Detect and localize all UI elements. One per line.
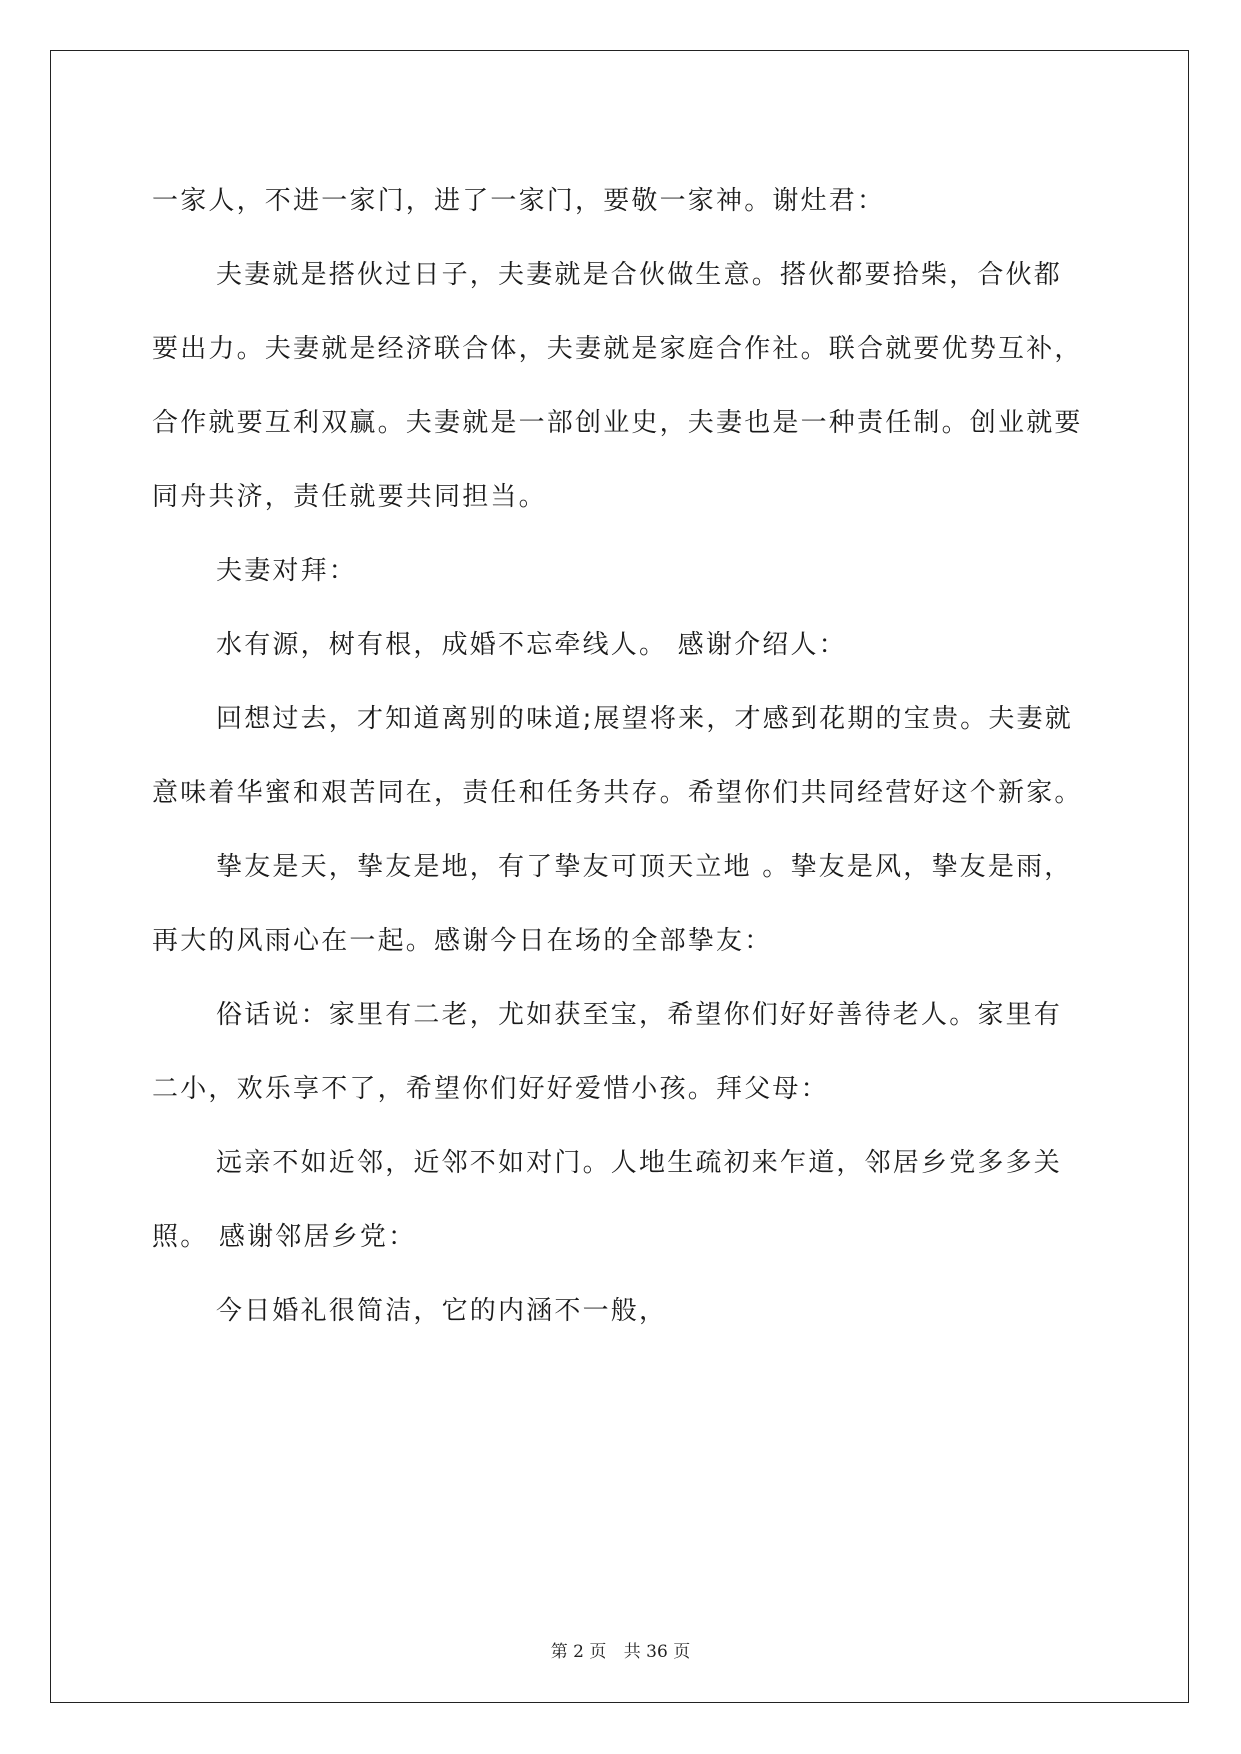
paragraph-4: 水有源，树有根，成婚不忘牵线人。 感谢介绍人： [216, 630, 847, 660]
paragraph-1: 一家人，不进一家门，进了一家门，要敬一家神。谢灶君： [152, 186, 886, 216]
page-footer [0, 1637, 1241, 1662]
page-number: 第 2 页 [550, 1642, 607, 1662]
document-body [152, 164, 1089, 1348]
paragraph-8: 远亲不如近邻，近邻不如对门。人地生疏初来乍道，邻居乡党多多关照。 感谢邻居乡党： [152, 1148, 1063, 1252]
paragraph-7: 俗话说：家里有二老，尤如获至宝，希望你们好好善待老人。家里有二小，欢乐享不了，希望你们好好爱惜小孩。拜父母： [152, 1000, 1063, 1104]
paragraph-6: 挚友是天，挚友是地，有了挚友可顶天立地 。挚友是风，挚友是雨，再大的风雨心在一起。感谢今日在场的全部挚友： [152, 852, 1073, 956]
paragraph-3: 夫妻对拜： [216, 556, 358, 586]
total-pages: 共 36 页 [623, 1642, 691, 1662]
paragraph-2: 夫妻就是搭伙过日子，夫妻就是合伙做生意。搭伙都要拾柴，合伙都要出力。夫妻就是经济联合体，夫妻就是家庭合作社。联合就要优势互补，合作就要互利双赢。夫妻就是一部创业史，夫妻也是一种责任制。创业就要同舟共济，责任就要共同担当。 [152, 260, 1083, 512]
paragraph-9: 今日婚礼很简洁，它的内涵不一般， [216, 1296, 668, 1326]
paragraph-5: 回想过去，才知道离别的味道;展望将来，才感到花期的宝贵。夫妻就意味着华蜜和艰苦同在，责任和任务共存。希望你们共同经营好这个新家。 [152, 704, 1083, 808]
